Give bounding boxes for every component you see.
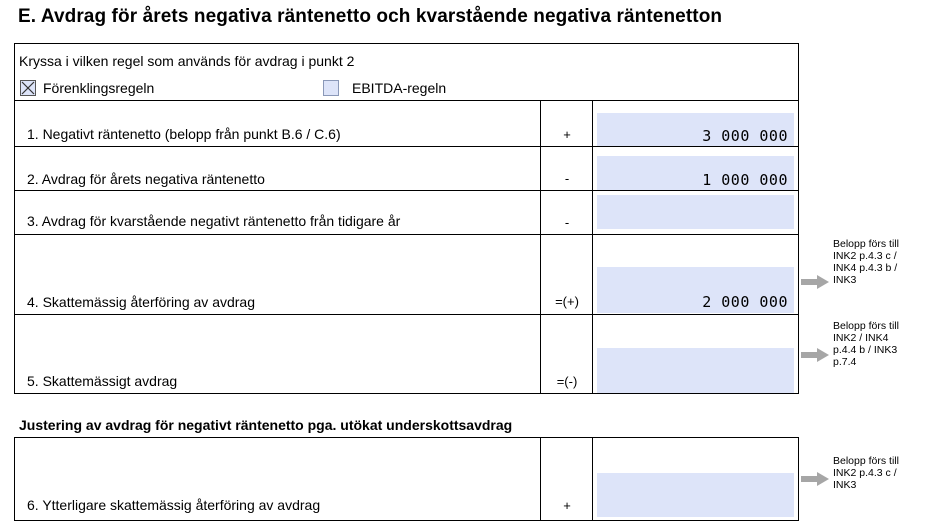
row-2-label: 2. Avdrag för årets negativa räntenetto (27, 171, 265, 187)
row-1-sign: + (563, 127, 571, 142)
option-label-forenklingsregeln: Förenklingsregeln (43, 80, 155, 96)
row-6-transfer-note: Belopp förs till INK2 p.4.3 c / INK3 (833, 455, 899, 491)
row-5-transfer-note: Belopp förs till INK2 / INK4 p.4.4 b / INK3 p.7.4 (833, 320, 899, 368)
row-2-sign: - (564, 171, 570, 186)
rule-prompt: Kryssa i vilken regel som används för avdrag i punkt 2 (19, 53, 355, 69)
row-6-sign: + (563, 498, 571, 513)
section-title: E. Avdrag för årets negativa räntenetto och kvarstående negativa räntenetton (18, 6, 723, 27)
row-4-value-field[interactable]: 2 000 000 (597, 267, 794, 313)
row-4-label: 4. Skattemässig återföring av avdrag (27, 294, 256, 310)
row-5-value-field[interactable] (597, 348, 794, 393)
adjustment-heading: Justering av avdrag för negativt räntenetto pga. utökat underskottsavdrag (19, 417, 513, 433)
row-4-sign: =(+) (555, 294, 579, 309)
row-5-label: 5. Skattemässigt avdrag (27, 373, 178, 389)
row-3-label: 3. Avdrag för kvarstående negativt räntenetto från tidigare år (27, 213, 401, 229)
row-6-value-field[interactable] (597, 473, 794, 517)
row-2-value-field[interactable]: 1 000 000 (597, 156, 794, 190)
row-3-value-field[interactable] (597, 195, 794, 229)
arrow-right-icon (801, 275, 829, 289)
checkbox-ebitda-regeln[interactable] (323, 80, 339, 96)
row-4-transfer-note: Belopp förs till INK2 p.4.3 c / INK4 p.4.3 b / INK3 (833, 238, 899, 286)
arrow-right-icon (801, 348, 829, 362)
arrow-right-icon (801, 472, 829, 486)
row-6-label: 6. Ytterligare skattemässig återföring av avdrag (27, 497, 321, 513)
row-1-value-field[interactable]: 3 000 000 (597, 113, 794, 146)
row-1-label: 1. Negativt räntenetto (belopp från punkt B.6 / C.6) (27, 126, 341, 142)
checkbox-forenklingsregeln[interactable] (20, 80, 36, 96)
check-x-icon (21, 81, 35, 95)
row-3-sign: - (564, 215, 570, 230)
row-5-sign: =(-) (556, 374, 578, 389)
option-label-ebitda-regeln: EBITDA-regeln (352, 80, 447, 96)
